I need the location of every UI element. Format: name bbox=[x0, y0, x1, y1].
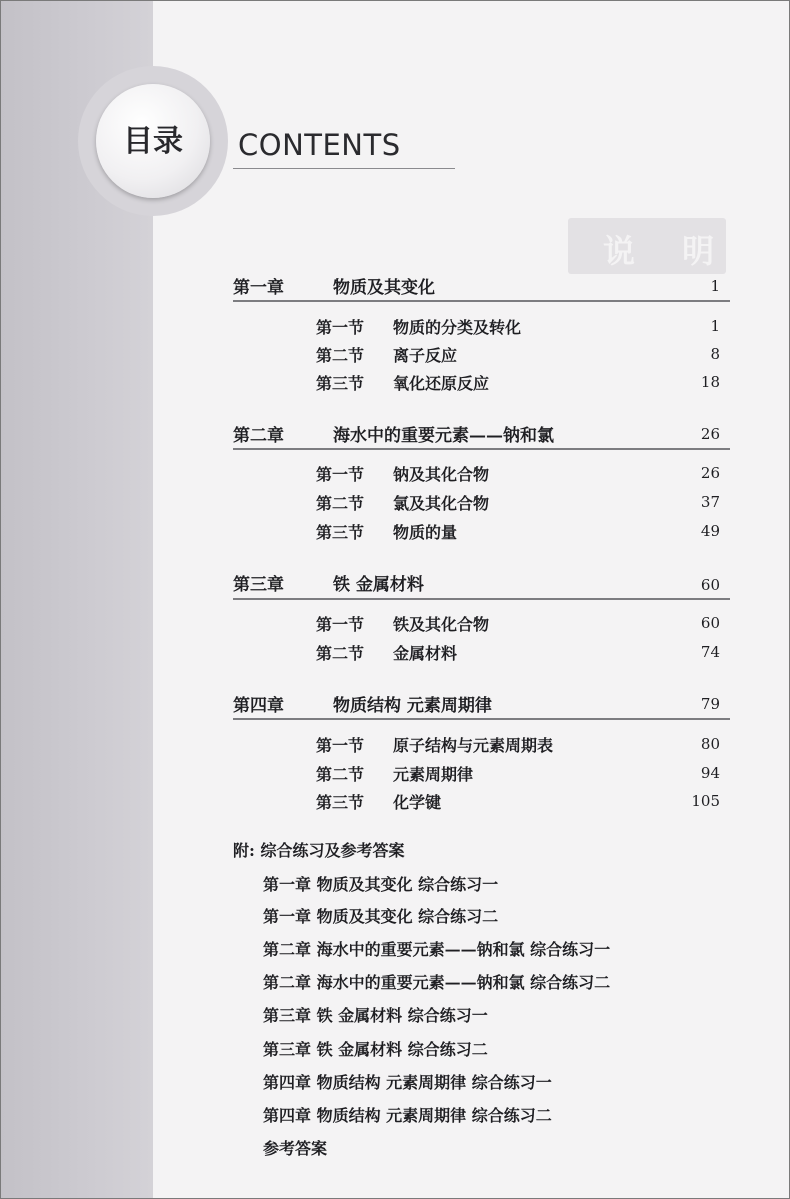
chapter-entry[interactable] bbox=[233, 273, 435, 298]
chapter-title: 物质结构 元素周期律 bbox=[333, 696, 492, 716]
section-label: 第一节 bbox=[316, 465, 365, 484]
section-page: 105 bbox=[691, 792, 720, 810]
section-label: 第一节 bbox=[316, 615, 365, 634]
section-page: 18 bbox=[700, 373, 720, 391]
appendix-item[interactable]: 第一章 物质及其变化 综合练习二 bbox=[263, 907, 499, 926]
section-title: 离子反应 bbox=[393, 346, 458, 365]
chapter-title: 铁 金属材料 bbox=[333, 575, 424, 595]
section-label: 第三节 bbox=[316, 793, 365, 812]
section-title: 物质的量 bbox=[393, 523, 458, 542]
chapter-rule bbox=[233, 300, 730, 302]
chapter-page: 60 bbox=[700, 576, 720, 594]
section-title: 元素周期律 bbox=[393, 765, 474, 784]
section-label: 第二节 bbox=[316, 346, 365, 365]
appendix-item[interactable]: 第一章 物质及其变化 综合练习一 bbox=[263, 875, 499, 894]
chapter-entry[interactable] bbox=[233, 421, 554, 446]
appendix-item[interactable]: 第三章 铁 金属材料 综合练习一 bbox=[263, 1006, 488, 1025]
chapter-rule bbox=[233, 718, 730, 720]
section-entry[interactable] bbox=[316, 371, 490, 394]
section-label: 第一节 bbox=[316, 736, 365, 755]
section-title: 原子结构与元素周期表 bbox=[393, 736, 554, 755]
appendix-item[interactable]: 第四章 物质结构 元素周期律 综合练习二 bbox=[263, 1106, 552, 1125]
section-page: 49 bbox=[700, 522, 720, 540]
chapter-entry[interactable] bbox=[233, 691, 492, 716]
section-label: 第二节 bbox=[316, 765, 365, 784]
section-label: 第二节 bbox=[316, 494, 365, 513]
section-title: 金属材料 bbox=[393, 644, 458, 663]
section-page: 8 bbox=[710, 345, 720, 363]
chapter-entry[interactable] bbox=[233, 570, 424, 595]
appendix-item[interactable]: 第二章 海水中的重要元素——钠和氯 综合练习二 bbox=[263, 973, 611, 992]
chapter-page: 26 bbox=[700, 425, 720, 443]
title-underline bbox=[233, 168, 455, 169]
appendix-item[interactable]: 第二章 海水中的重要元素——钠和氯 综合练习一 bbox=[263, 940, 611, 959]
appendix-item[interactable]: 参考答案 bbox=[263, 1139, 328, 1158]
section-label: 第三节 bbox=[316, 523, 365, 542]
section-title: 氯及其化合物 bbox=[393, 494, 490, 513]
section-title: 物质的分类及转化 bbox=[393, 318, 522, 337]
toc-title-en: CONTENTS bbox=[238, 128, 401, 162]
section-label: 第二节 bbox=[316, 644, 365, 663]
section-entry[interactable] bbox=[316, 343, 458, 366]
section-title: 氧化还原反应 bbox=[393, 374, 490, 393]
toc-title-cn: 目录 bbox=[123, 124, 183, 159]
chapter-rule bbox=[233, 598, 730, 600]
section-title: 铁及其化合物 bbox=[393, 615, 490, 634]
section-title: 化学键 bbox=[393, 793, 442, 812]
section-page: 1 bbox=[710, 317, 720, 335]
section-entry[interactable] bbox=[316, 612, 490, 635]
section-entry[interactable] bbox=[316, 315, 522, 338]
chapter-title: 物质及其变化 bbox=[333, 278, 435, 298]
appendix-heading: 附: 综合练习及参考答案 bbox=[233, 841, 405, 860]
section-entry[interactable] bbox=[316, 462, 490, 485]
section-page: 74 bbox=[700, 643, 720, 661]
section-page: 60 bbox=[700, 614, 720, 632]
section-page: 80 bbox=[700, 735, 720, 753]
chapter-title: 海水中的重要元素——钠和氯 bbox=[333, 426, 554, 446]
chapter-label: 第一章 bbox=[233, 278, 284, 298]
chapter-label: 第二章 bbox=[233, 426, 284, 446]
section-entry[interactable] bbox=[316, 733, 554, 756]
section-entry[interactable] bbox=[316, 790, 442, 813]
chapter-rule bbox=[233, 448, 730, 450]
show-through-heading-text: 说 明 bbox=[603, 232, 733, 270]
chapter-label: 第四章 bbox=[233, 696, 284, 716]
section-page: 94 bbox=[700, 764, 720, 782]
appendix-item[interactable]: 第四章 物质结构 元素周期律 综合练习一 bbox=[263, 1073, 552, 1092]
section-entry[interactable] bbox=[316, 491, 490, 514]
section-label: 第三节 bbox=[316, 374, 365, 393]
section-page: 26 bbox=[700, 464, 720, 482]
chapter-page: 79 bbox=[700, 695, 720, 713]
section-label: 第一节 bbox=[316, 318, 365, 337]
section-entry[interactable] bbox=[316, 762, 474, 785]
chapter-label: 第三章 bbox=[233, 575, 284, 595]
chapter-page: 1 bbox=[710, 277, 720, 295]
section-entry[interactable] bbox=[316, 520, 458, 543]
section-title: 钠及其化合物 bbox=[393, 465, 490, 484]
section-page: 37 bbox=[700, 493, 720, 511]
appendix-item[interactable]: 第三章 铁 金属材料 综合练习二 bbox=[263, 1040, 488, 1059]
section-entry[interactable] bbox=[316, 641, 458, 664]
